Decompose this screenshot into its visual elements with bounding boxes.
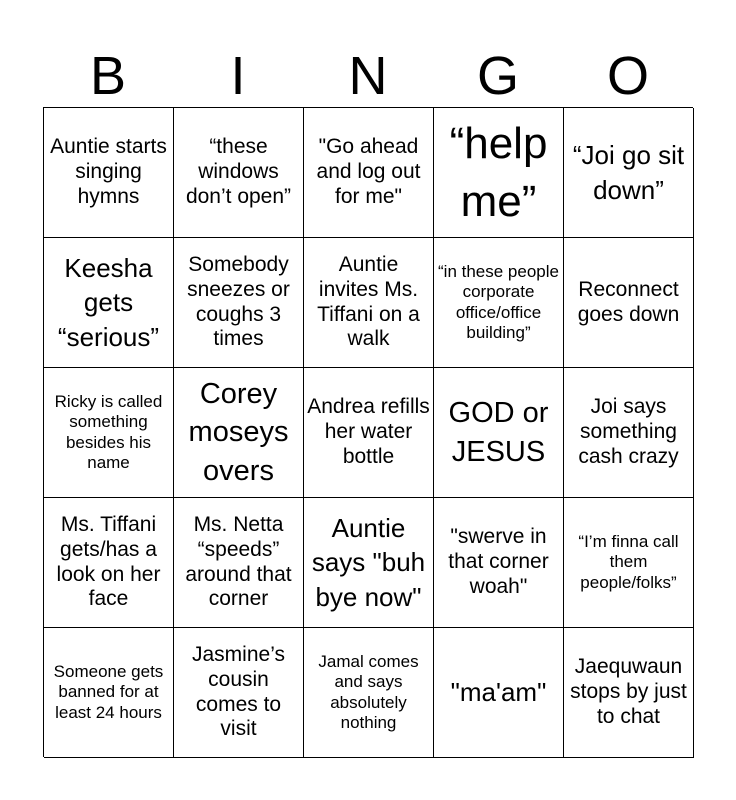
bingo-cell[interactable]	[304, 108, 434, 238]
bingo-cell[interactable]	[304, 498, 434, 628]
cell-text: Joi says something cash crazy	[578, 395, 679, 468]
cell-text: Keesha gets “serious”	[57, 252, 160, 352]
cell-text: Corey moseys overs	[188, 377, 289, 487]
cell-text: “help me”	[449, 119, 548, 226]
bingo-cell[interactable]	[564, 108, 694, 238]
header-letter-b: B	[89, 46, 127, 106]
bingo-cell[interactable]	[44, 628, 174, 758]
bingo-cell[interactable]	[564, 238, 694, 368]
bingo-cell[interactable]	[304, 238, 434, 368]
bingo-cell[interactable]	[174, 498, 304, 628]
bingo-cell[interactable]	[434, 238, 564, 368]
cell-text: Andrea refills her water bottle	[307, 395, 430, 468]
bingo-cell[interactable]	[434, 498, 564, 628]
bingo-cell[interactable]	[44, 238, 174, 368]
bingo-header	[43, 44, 693, 108]
bingo-cell[interactable]	[304, 368, 434, 498]
header-letter-n: N	[348, 46, 388, 106]
header-letter-i: I	[230, 46, 246, 106]
bingo-cell[interactable]	[44, 368, 174, 498]
cell-text: Ricky is called something besides his name	[54, 392, 163, 472]
bingo-cell[interactable]	[564, 368, 694, 498]
cell-text: Ms. Tiffani gets/has a look on her face	[56, 512, 161, 611]
cell-text: Auntie invites Ms. Tiffani on a walk	[317, 252, 420, 351]
cell-text: Jamal comes and says absolutely nothing	[318, 652, 419, 732]
bingo-cell[interactable]	[434, 628, 564, 758]
cell-text: Jaequwaun stops by just to chat	[570, 655, 687, 728]
cell-text: “in these people corporate office/office building”	[438, 262, 559, 342]
cell-text: Somebody sneezes or coughs 3 times	[187, 252, 290, 351]
bingo-cell[interactable]	[174, 238, 304, 368]
bingo-cell[interactable]	[564, 498, 694, 628]
bingo-board	[43, 107, 693, 757]
cell-text: “Joi go sit down”	[572, 139, 685, 205]
bingo-cell[interactable]	[44, 108, 174, 238]
header-letter-o: O	[606, 46, 649, 106]
cell-text: GOD or JESUS	[448, 396, 549, 468]
cell-text: “I’m finna call them people/folks”	[578, 532, 679, 592]
bingo-cell[interactable]	[174, 368, 304, 498]
cell-text: “these windows don’t open”	[185, 135, 292, 208]
cell-text: "Go ahead and log out for me"	[316, 135, 421, 208]
bingo-cell[interactable]	[434, 368, 564, 498]
bingo-cell[interactable]	[304, 628, 434, 758]
cell-text: Auntie starts singing hymns	[50, 135, 167, 208]
bingo-cell[interactable]	[44, 498, 174, 628]
cell-text: Someone gets banned for at least 24 hours	[53, 662, 164, 722]
cell-text: "swerve in that corner woah"	[448, 525, 549, 598]
cell-text: Ms. Netta “speeds” around that corner	[185, 512, 292, 611]
bingo-cell[interactable]	[174, 628, 304, 758]
header-letter-g: G	[476, 46, 519, 106]
cell-text: Reconnect goes down	[577, 277, 680, 326]
bingo-cell[interactable]	[564, 628, 694, 758]
bingo-cell[interactable]	[434, 108, 564, 238]
bingo-cell[interactable]	[174, 108, 304, 238]
cell-text: Auntie says "buh bye now"	[311, 512, 426, 612]
cell-text: Jasmine’s cousin comes to visit	[192, 642, 285, 741]
cell-text: "ma'am"	[450, 677, 547, 708]
